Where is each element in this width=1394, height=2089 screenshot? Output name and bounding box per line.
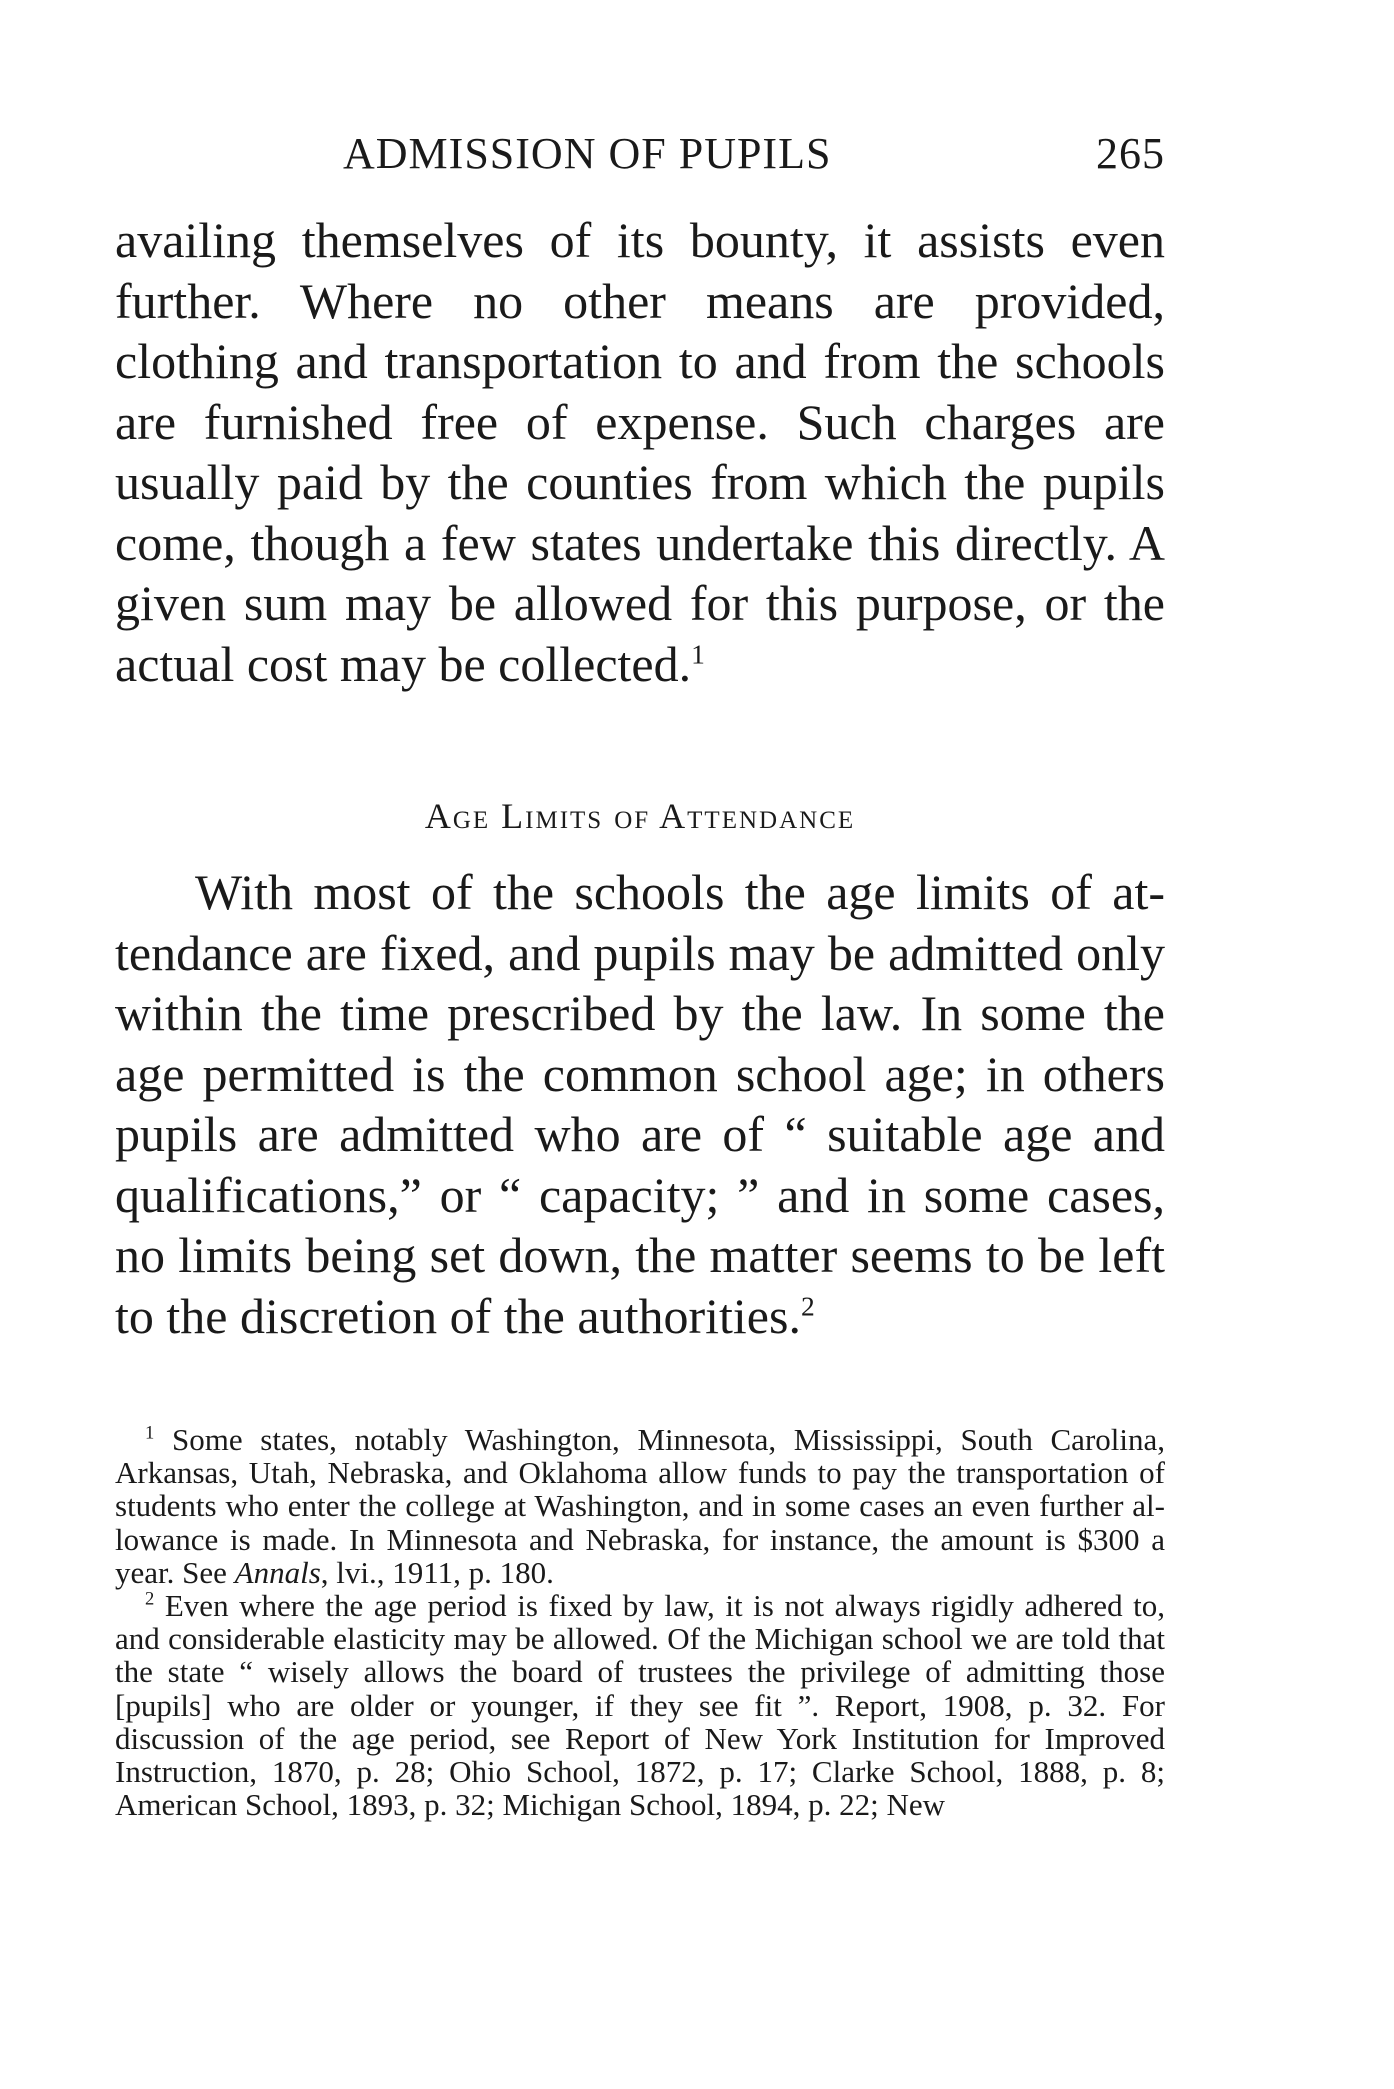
- footnote-1-text-end: , lvi., 1911, p. 180.: [320, 1554, 554, 1590]
- footnote-1-marker: 1: [145, 1422, 155, 1444]
- footnote-2-text: Even where the age period is fixed by law, it is not always rigidly adhered to, and considerable elasticity may be allowed. Of the Michigan school we are told that the state “ wisely allows the board of trustees the privilege of admitting those [pupils] who are older or younger, if they see fit ”. Report, 1908, p. 32. For discussion of the age period, see Report of New York Institution for Improved Instruction, 1870, p. 28; Ohio School, 1872, p. 17; Clarke School, 1888, p. 8; American School, 1893, p. 32; Michigan School, 1894, p. 22; New: [115, 1588, 1166, 1823]
- footnote-1-italic-title: Annals: [234, 1554, 321, 1590]
- section-heading: Age Limits of Attendance: [424, 796, 856, 836]
- book-page: [115, 0, 1165, 2089]
- page-number: 265: [1096, 129, 1165, 178]
- paragraph-2: [115, 862, 1165, 1346]
- footnote-2-marker: 2: [145, 1588, 155, 1610]
- running-title: ADMISSION OF PUPILS: [343, 129, 832, 178]
- footnote-1: [115, 1423, 1165, 1589]
- running-head: [115, 128, 1165, 188]
- footnote-1-text: Some states, notably Washington, Minnesota, Mississippi, South Carolina, Arkansas, Utah, Nebraska, and Oklahoma allow funds to pay the transportation of students who enter the college at Washington, and in some cases an even further allowance is made. In Minnesota and Nebraska, for instance, the amount is $300 a year. See: [115, 1422, 1165, 1590]
- paragraph-1: [115, 210, 1165, 694]
- footnote-ref-1: 1: [691, 637, 705, 669]
- footnotes: [115, 1423, 1165, 1821]
- footnote-2: [115, 1589, 1165, 1821]
- paragraph-2-text: With most of the schools the age limits of attendance are fixed, and pupils may be admitted only within the time prescribed by the law. In some the age permitted is the common school age; in others pupils are admitted who are of “ suitable age and qualifications,” or “ capacity; ” and in some cases, no limits being set down, the matter seems to be left to the discretion of the authorities.: [115, 864, 1165, 1344]
- footnote-ref-2: 2: [800, 1289, 815, 1321]
- paragraph-1-text: availing themselves of its bounty, it assists even further. Where no other means are provided, clothing and transportation to and from the schools are furnished free of expense. Such charges are usually paid by the counties from which the pupils come, though a few states undertake this directly. A given sum may be allowed for this purpose, or the actual cost may be collected.: [115, 212, 1165, 692]
